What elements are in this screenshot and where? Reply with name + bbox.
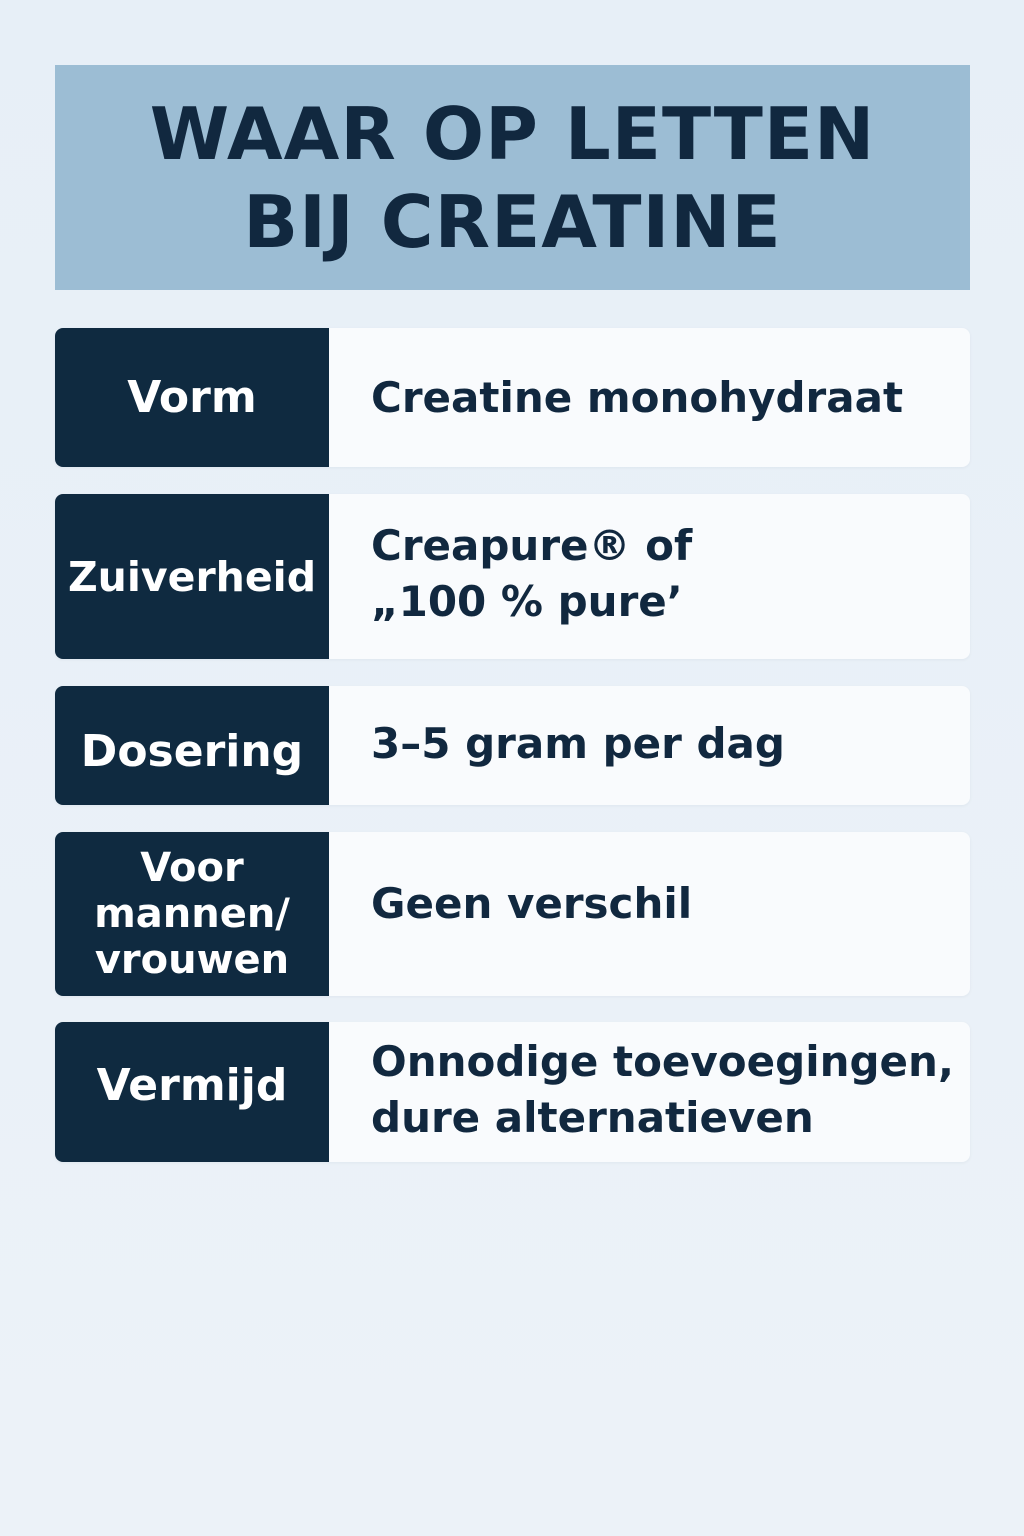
- row-label-text: mannen/: [94, 891, 290, 937]
- row-value-text: Geen verschil: [371, 879, 693, 928]
- row-voor-mannen-vrouwen: [55, 832, 970, 996]
- row-value-text: Creapure® of: [371, 521, 693, 570]
- row-label-text: Zuiverheid: [67, 552, 317, 601]
- row-label-text: vrouwen: [94, 937, 290, 983]
- row-label-voor-mannen-vrouwen: [55, 832, 329, 996]
- row-value-text: „100 % pure’: [371, 577, 683, 626]
- row-label-dosering: [55, 686, 329, 805]
- row-zuiverheid: [55, 494, 970, 659]
- row-value-text: 3–5 gram per dag: [371, 719, 785, 768]
- row-value-zuiverheid: [329, 494, 970, 659]
- row-value-dosering: [329, 686, 970, 805]
- row-label-zuiverheid: [55, 494, 329, 659]
- row-vorm: [55, 328, 970, 467]
- title-banner: [55, 65, 970, 290]
- row-label-vermijd: [55, 1022, 329, 1162]
- row-value-vorm: [329, 328, 970, 467]
- row-label-text: Voor: [140, 845, 244, 891]
- row-value-text: dure alternatieven: [371, 1093, 814, 1142]
- title-line-2: BIJ CREATINE: [243, 179, 782, 264]
- row-value-vermijd: [329, 1022, 970, 1162]
- row-value-voor-mannen-vrouwen: [329, 832, 970, 996]
- row-label-text: Vorm: [127, 371, 257, 423]
- row-label-text: Dosering: [80, 725, 304, 777]
- row-label-vorm: [55, 328, 329, 467]
- title-line-1: WAAR OP LETTEN: [149, 91, 876, 176]
- row-dosering: [55, 686, 970, 805]
- row-value-text: Creatine monohydraat: [371, 372, 904, 422]
- row-vermijd: [55, 1022, 970, 1162]
- row-label-text: Vermijd: [96, 1060, 288, 1111]
- row-value-text: Onnodige toevoegingen,: [371, 1037, 954, 1086]
